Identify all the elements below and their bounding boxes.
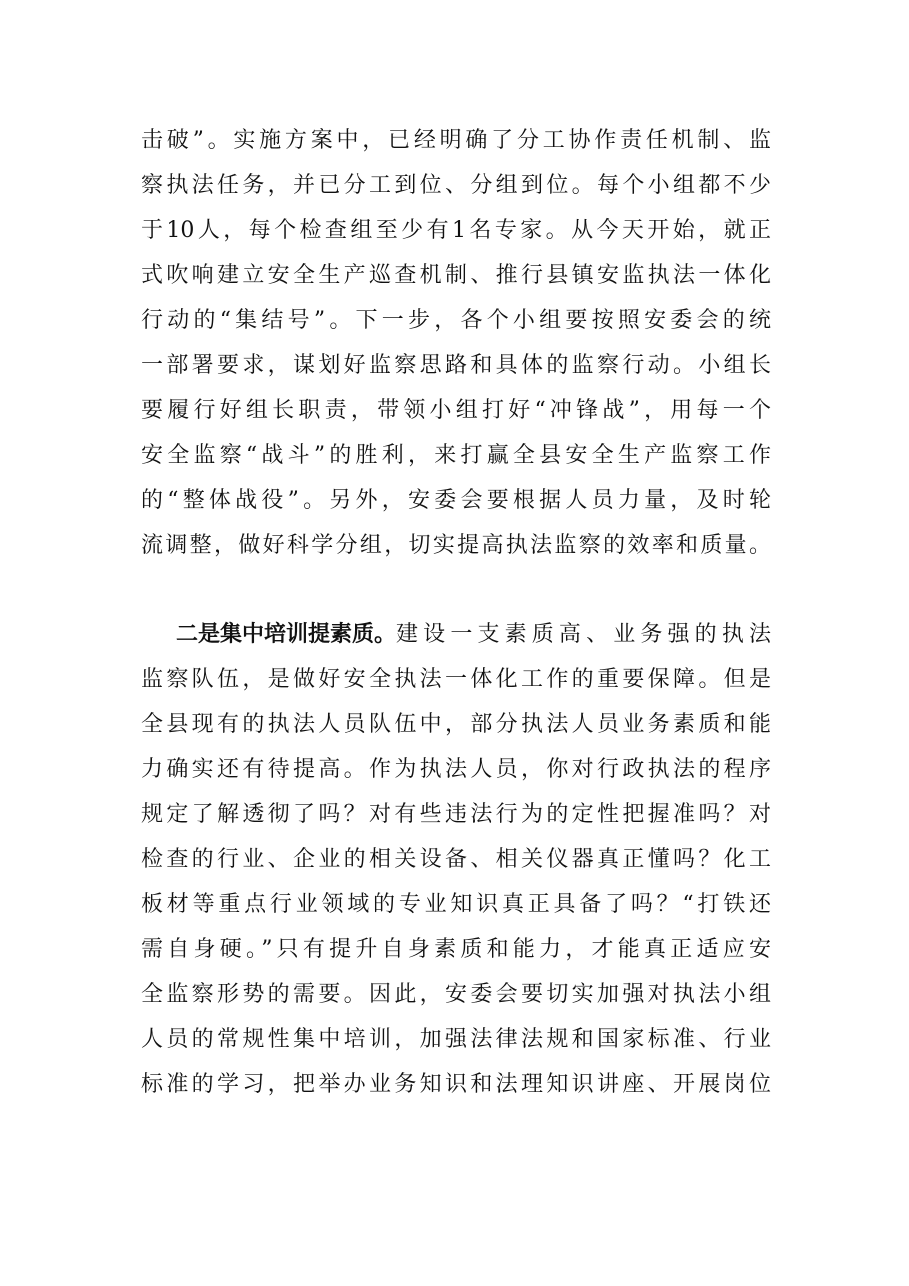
paragraph-line: 一部署要求，谋划好监察思路和具体的监察行动。小组长 xyxy=(141,353,771,378)
paragraph-line: 的“整体战役”。另外，安委会要根据人员力量，及时轮 xyxy=(141,488,771,513)
paragraph-line: 监察队伍，是做好安全执法一体化工作的重要保障。但是 xyxy=(141,667,771,692)
paragraph-line: 需自身硬。”只有提升自身素质和能力，才能真正适应安 xyxy=(141,937,771,962)
paragraph-2 xyxy=(141,620,771,1120)
paragraph-line: 人员的常规性集中培训，加强法律法规和国家标准、行业 xyxy=(141,1027,771,1052)
paragraph-line: 流调整，做好科学分组，切实提高执法监察的效率和质量。 xyxy=(141,533,771,558)
paragraph-heading: 二是集中培训提素质。 xyxy=(176,622,397,647)
paragraph-line: 建设一支素质高、业务强的执法 xyxy=(396,622,771,647)
paragraph-line: 规定了解透彻了吗？对有些违法行为的定性把握准吗？对 xyxy=(141,802,771,827)
paragraph-line: 察执法任务，并已分工到位、分组到位。每个小组都不少 xyxy=(141,173,771,198)
paragraph-line: 标准的学习，把举办业务知识和法理知识讲座、开展岗位 xyxy=(141,1072,771,1097)
paragraph-line: 检查的行业、企业的相关设备、相关仪器真正懂吗？化工 xyxy=(141,847,771,872)
paragraph-line: 全县现有的执法人员队伍中，部分执法人员业务素质和能 xyxy=(141,712,771,737)
paragraph-line: 击破”。实施方案中，已经明确了分工协作责任机制、监 xyxy=(141,128,771,153)
paragraph-line: 力确实还有待提高。作为执法人员，你对行政执法的程序 xyxy=(141,757,771,782)
paragraph-first-line xyxy=(176,620,771,650)
paragraph-line: 全监察形势的需要。因此，安委会要切实加强对执法小组 xyxy=(141,982,771,1007)
paragraph-line: 板材等重点行业领域的专业知识真正具备了吗？“打铁还 xyxy=(141,892,771,917)
paragraph-line: 安全监察“战斗”的胜利，来打赢全县安全生产监察工作 xyxy=(141,443,771,468)
paragraph-line: 要履行好组长职责，带领小组打好“冲锋战”，用每一个 xyxy=(141,398,771,423)
paragraph-line: 于10人，每个检查组至少有1名专家。从今天开始，就正 xyxy=(141,218,771,243)
paragraph-1 xyxy=(141,126,771,586)
paragraph-line: 式吹响建立安全生产巡查机制、推行县镇安监执法一体化 xyxy=(141,263,771,288)
paragraph-line: 行动的“集结号”。下一步，各个小组要按照安委会的统 xyxy=(141,308,771,333)
